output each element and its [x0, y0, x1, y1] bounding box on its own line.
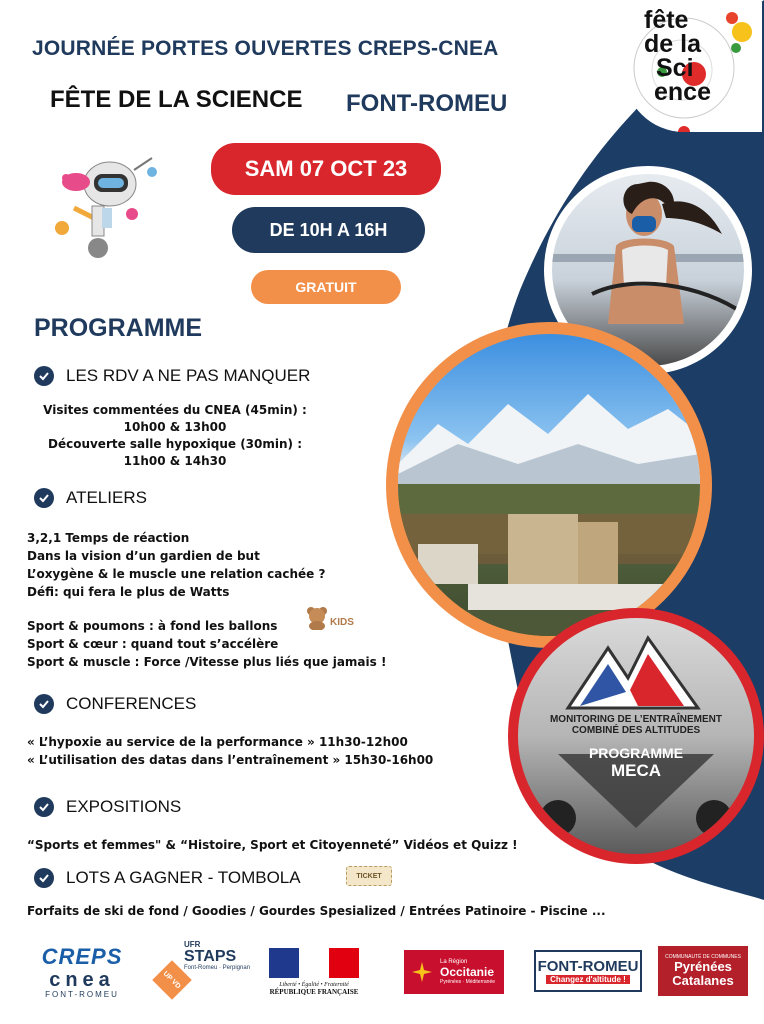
- fete-science-title: FÊTE DE LA SCIENCE: [50, 86, 303, 113]
- meca-line2: COMBINÉ DES ALTITUDES: [571, 725, 701, 736]
- rdv-line: Visites commentées du CNEA (45min) :: [43, 403, 307, 417]
- fete-logo-line: ence: [654, 78, 711, 106]
- creps-cnea-logo: [14, 940, 150, 1002]
- font-romeu-logo: [534, 950, 642, 992]
- section-lots-header: [34, 868, 301, 888]
- pyrenees-line3: Catalanes: [672, 973, 734, 988]
- fete-logo-line: Sci: [656, 54, 694, 82]
- kids-badge: [306, 606, 354, 630]
- conference-item: « L’hypoxie au service de la performance » 11h30-12h00: [27, 735, 408, 749]
- staps-badge-icon: UP VD: [152, 960, 192, 1000]
- fontromeu-line1: FONT-ROMEU: [537, 958, 639, 975]
- republique-line2: RÉPUBLIQUE FRANÇAISE: [269, 988, 359, 996]
- staps-line2: STAPS: [184, 948, 237, 965]
- exposition-item: “Sports et femmes" & “Histoire, Sport et Citoyenneté” Vidéos et Quizz !: [27, 838, 518, 852]
- pyrenees-catalanes-logo: [658, 946, 748, 996]
- staps-line3: Font-Romeu · Perpignan: [184, 965, 251, 971]
- section-title: ATELIERS: [66, 488, 147, 507]
- mountain-campus-photo: [386, 322, 712, 648]
- section-rdv-header: [34, 366, 310, 386]
- fete-science-logo: [624, 2, 762, 132]
- pyrenees-line2: Pyrénées: [674, 959, 732, 974]
- check-circle-icon: [34, 366, 54, 386]
- staps-logo: [158, 940, 258, 1002]
- check-circle-icon: [34, 868, 54, 888]
- fete-logo-line: de la: [644, 30, 701, 58]
- rdv-line: Découverte salle hypoxique (30min) :: [47, 437, 303, 451]
- meca-line3: PROGRAMME: [588, 745, 684, 761]
- hours-pill: DE 10H A 16H: [232, 207, 425, 253]
- section-conferences-header: [34, 694, 196, 714]
- atelier-item: Dans la vision d’un gardien de but: [27, 549, 260, 563]
- occitan-cross-icon: [410, 960, 434, 984]
- occitanie-logo: [404, 950, 504, 994]
- atelier-item: Défi: qui fera le plus de Watts: [27, 585, 230, 599]
- occitanie-line1: La Région: [440, 959, 468, 965]
- ateliers-list: [27, 529, 325, 601]
- section-title: CONFERENCES: [66, 694, 197, 713]
- occitanie-line2: Occitanie: [440, 965, 495, 979]
- check-circle-icon: [34, 488, 54, 508]
- meca-line4: MECA: [610, 761, 662, 780]
- lots-text: [27, 902, 606, 920]
- section-expositions-header: [34, 797, 181, 817]
- rdv-line: 10h00 & 13h00: [123, 420, 227, 434]
- fontromeu-line2: Changez d'altitude !: [546, 975, 630, 984]
- check-circle-icon: [34, 797, 54, 817]
- republique-francaise-logo: [266, 942, 362, 1002]
- conference-item: « L’utilisation des datas dans l’entraînement » 15h30-16h00: [27, 753, 434, 767]
- expositions-text: [27, 836, 518, 854]
- republique-line1: Liberté • Égalité • Fraternité: [279, 982, 349, 988]
- atelier-item: 3,2,1 Temps de réaction: [27, 531, 190, 545]
- robot-mascot-icon: [54, 148, 164, 266]
- creps-logo-line2: cnea: [49, 968, 115, 991]
- staps-line1: UFR: [184, 940, 201, 949]
- atelier-kids-item: Sport & cœur : quand tout s’accélère: [27, 637, 279, 651]
- free-pill: GRATUIT: [251, 270, 401, 304]
- section-title: LES RDV A NE PAS MANQUER: [66, 366, 311, 385]
- conferences-list: [27, 733, 433, 769]
- section-title: LOTS A GAGNER - TOMBOLA: [66, 868, 301, 887]
- section-title: EXPOSITIONS: [66, 797, 182, 816]
- check-circle-icon: [34, 694, 54, 714]
- lot-item: Forfaits de ski de fond / Goodies / Gourdes Spesialized / Entrées Patinoire - Piscine ...: [27, 904, 606, 918]
- meca-program-photo: [508, 608, 764, 864]
- ticket-icon: TICKET: [346, 866, 392, 886]
- occitanie-line3: Pyrénées · Méditerranée: [440, 979, 496, 985]
- kids-label: KIDS: [330, 617, 354, 628]
- programme-heading: PROGRAMME: [34, 314, 203, 342]
- atelier-kids-item: Sport & muscle : Force /Vitesse plus liés que jamais !: [27, 655, 387, 669]
- section-ateliers-header: [34, 488, 147, 508]
- font-romeu-title: FONT-ROMEU: [346, 90, 508, 117]
- page-title: JOURNÉE PORTES OUVERTES CREPS-CNEA: [32, 37, 499, 60]
- pyrenees-line1: COMMUNAUTÉ DE COMMUNES: [665, 954, 741, 960]
- rdv-details: [30, 402, 320, 470]
- fete-logo-line: fête: [644, 6, 689, 34]
- atelier-item: L’oxygène & le muscle une relation cachée ?: [27, 567, 326, 581]
- atelier-kids-item: Sport & poumons : à fond les ballons: [27, 619, 278, 633]
- rdv-line: 11h00 & 14h30: [123, 454, 227, 468]
- meca-line1: MONITORING DE L’ENTRAÎNEMENT: [549, 714, 723, 725]
- date-pill: SAM 07 OCT 23: [211, 143, 441, 195]
- teddy-bear-icon: [306, 606, 328, 630]
- creps-logo-line1: CREPS: [41, 943, 123, 969]
- creps-logo-line3: FONT-ROMEU: [45, 989, 119, 999]
